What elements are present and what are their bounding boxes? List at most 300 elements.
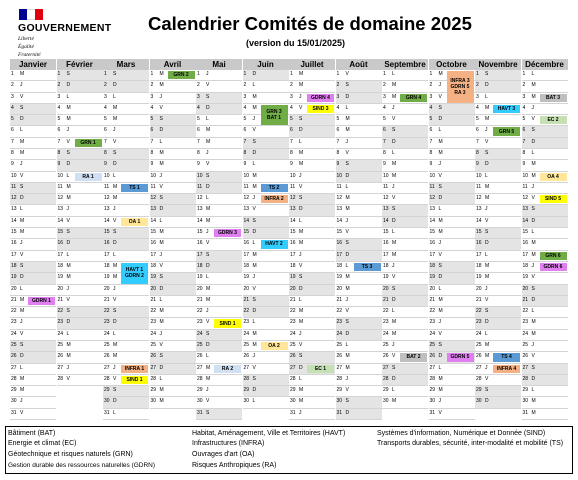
day-number: 15 xyxy=(476,229,482,236)
day-cell xyxy=(196,115,242,126)
day-cell xyxy=(289,217,335,228)
day-number: 22 xyxy=(336,308,343,315)
day-number: 12 xyxy=(522,195,529,202)
weekday-letter: S xyxy=(345,398,349,405)
day-cell xyxy=(475,352,521,363)
weekday-letter: S xyxy=(485,71,489,77)
day-number: 5 xyxy=(11,116,14,123)
day-cell xyxy=(243,352,289,363)
weekday-letter: M xyxy=(531,161,536,168)
day-number: 2 xyxy=(104,82,107,89)
day-cell xyxy=(196,183,242,194)
day-number: 10 xyxy=(336,172,343,179)
weekday-letter: S xyxy=(392,285,396,292)
day-cell xyxy=(150,341,196,352)
day-number: 27 xyxy=(243,364,250,371)
day-cell xyxy=(336,386,382,397)
weekday-letter: L xyxy=(20,364,23,371)
weekday-letter: S xyxy=(206,409,210,416)
day-number: 4 xyxy=(336,104,340,111)
day-cell xyxy=(429,239,475,250)
day-cell xyxy=(429,228,475,239)
day-number: 16 xyxy=(383,240,389,247)
day-cell xyxy=(289,81,335,92)
month-column xyxy=(196,59,242,420)
day-cell xyxy=(57,160,103,171)
day-number: 16 xyxy=(150,240,157,247)
day-cell xyxy=(10,262,56,273)
day-cell xyxy=(103,251,149,262)
day-number: 13 xyxy=(290,206,296,213)
day-number: 31 xyxy=(522,409,529,416)
day-cell xyxy=(429,375,475,386)
weekday-letter: D xyxy=(206,183,210,190)
day-cell xyxy=(382,296,428,307)
weekday-letter: D xyxy=(20,274,24,281)
weekday-letter: S xyxy=(206,172,210,179)
day-number: 6 xyxy=(104,127,107,134)
committee-event: TS 3 xyxy=(354,263,381,271)
day-cell xyxy=(336,217,382,228)
day-number: 2 xyxy=(290,82,293,89)
day-number: 18 xyxy=(104,262,110,269)
day-number: 11 xyxy=(336,183,342,190)
weekday-letter: M xyxy=(20,308,25,315)
month-name: Juillet xyxy=(289,59,335,70)
weekday-letter: M xyxy=(206,127,211,134)
day-cell xyxy=(475,115,521,126)
weekday-letter: M xyxy=(485,183,490,190)
day-number: 3 xyxy=(197,93,200,100)
weekday-letter: M xyxy=(66,353,71,360)
day-number: 14 xyxy=(522,217,529,224)
day-number: 24 xyxy=(57,330,64,337)
day-number: 26 xyxy=(11,353,17,360)
weekday-letter: M xyxy=(485,274,490,281)
weekday-letter: M xyxy=(20,138,25,145)
committee-event: GDRN 6 xyxy=(540,263,567,271)
weekday-letter: S xyxy=(531,206,535,213)
day-number: 4 xyxy=(476,104,479,111)
weekday-letter: M xyxy=(485,104,490,111)
day-number: 11 xyxy=(522,183,528,190)
day-cell xyxy=(103,307,149,318)
committee-event: HAVT 2 xyxy=(261,240,288,248)
legend-grn: Géotechnique et risques naturels (GRN) xyxy=(8,451,133,458)
weekday-letter: J xyxy=(531,262,534,269)
day-number: 23 xyxy=(476,319,482,326)
weekday-letter: L xyxy=(531,71,535,77)
weekday-letter: M xyxy=(66,183,71,190)
weekday-letter: S xyxy=(485,387,489,394)
committee-event: SIND 1 xyxy=(214,319,241,327)
committee-event: GDRN 4 xyxy=(307,94,334,102)
weekday-letter: L xyxy=(438,285,442,292)
day-number: 14 xyxy=(57,217,64,224)
day-cell xyxy=(289,183,335,194)
day-cell xyxy=(289,149,335,160)
weekday-letter: J xyxy=(66,364,69,371)
weekday-letter: S xyxy=(252,138,256,145)
day-number: 14 xyxy=(383,217,389,224)
day-cell xyxy=(196,330,242,341)
weekday-letter: M xyxy=(531,409,536,416)
day-cell xyxy=(522,183,568,194)
day-number: 8 xyxy=(104,150,107,157)
day-cell xyxy=(289,273,335,284)
weekday-letter: S xyxy=(20,262,24,269)
day-cell xyxy=(103,93,149,104)
day-cell xyxy=(475,183,521,194)
day-cell xyxy=(243,205,289,216)
weekday-letter: V xyxy=(392,195,396,202)
weekday-letter: M xyxy=(531,330,536,337)
day-number: 18 xyxy=(197,262,203,269)
weekday-letter: J xyxy=(345,296,348,303)
day-cell xyxy=(10,364,56,375)
day-cell xyxy=(522,138,568,149)
weekday-letter: M xyxy=(438,150,443,157)
day-number: 5 xyxy=(57,116,61,123)
day-number: 23 xyxy=(11,319,17,326)
committee-event: TS 4 xyxy=(493,353,520,361)
day-number: 9 xyxy=(243,161,247,168)
day-cell xyxy=(196,93,242,104)
day-cell xyxy=(522,205,568,216)
day-number: 11 xyxy=(243,183,249,190)
weekday-letter: D xyxy=(299,364,303,371)
weekday-letter: D xyxy=(113,240,117,247)
committee-event: TS 2 xyxy=(261,184,288,192)
day-cell xyxy=(150,160,196,171)
committee-event: OA 2 xyxy=(261,342,288,350)
day-cell xyxy=(57,194,103,205)
weekday-letter: M xyxy=(345,274,350,281)
weekday-letter: J xyxy=(113,285,116,292)
day-cell xyxy=(336,364,382,375)
weekday-letter: M xyxy=(66,262,71,269)
weekday-letter: M xyxy=(299,229,304,236)
day-number: 13 xyxy=(11,206,17,213)
weekday-letter: V xyxy=(438,172,442,179)
day-number: 22 xyxy=(57,308,64,315)
day-number: 15 xyxy=(336,229,343,236)
day-cell xyxy=(289,251,335,262)
weekday-letter: D xyxy=(392,217,396,224)
day-number: 3 xyxy=(57,93,61,100)
weekday-letter: M xyxy=(159,308,164,315)
day-number: 11 xyxy=(290,183,296,190)
weekday-letter: M xyxy=(159,398,164,405)
weekday-letter: D xyxy=(531,296,536,303)
day-cell xyxy=(196,307,242,318)
weekday-letter: S xyxy=(531,285,535,292)
day-number: 23 xyxy=(243,319,250,326)
weekday-letter: D xyxy=(159,127,164,134)
day-number: 28 xyxy=(383,375,389,382)
day-number: 7 xyxy=(429,138,433,145)
day-cell xyxy=(196,386,242,397)
weekday-letter: L xyxy=(345,262,349,269)
day-cell xyxy=(382,341,428,352)
day-number: 21 xyxy=(11,296,17,303)
weekday-letter: L xyxy=(66,172,70,179)
day-cell xyxy=(289,386,335,397)
day-cell xyxy=(289,205,335,216)
weekday-letter: D xyxy=(206,262,210,269)
day-cell xyxy=(289,228,335,239)
day-cell xyxy=(57,285,103,296)
day-cell xyxy=(57,205,103,216)
day-number: 13 xyxy=(57,206,64,213)
day-number: 9 xyxy=(429,161,433,168)
day-cell xyxy=(103,228,149,239)
day-cell xyxy=(475,104,521,115)
weekday-letter: V xyxy=(485,138,489,145)
day-cell xyxy=(150,251,196,262)
day-cell xyxy=(336,409,382,420)
weekday-letter: S xyxy=(113,308,117,315)
day-cell xyxy=(196,138,242,149)
day-number: 18 xyxy=(11,262,17,269)
day-number: 2 xyxy=(383,82,386,89)
day-number: 11 xyxy=(11,183,17,190)
day-cell xyxy=(382,205,428,216)
day-number: 6 xyxy=(290,127,293,134)
weekday-letter: D xyxy=(66,82,71,89)
committee-event: TS 1 xyxy=(121,184,148,192)
committee-event: GRN 1 xyxy=(75,139,102,147)
day-number: 25 xyxy=(11,341,17,348)
day-number: 12 xyxy=(243,195,250,202)
day-number: 23 xyxy=(197,319,203,326)
day-cell xyxy=(103,81,149,92)
weekday-letter: M xyxy=(438,308,443,315)
weekday-letter: L xyxy=(392,150,395,157)
day-cell xyxy=(429,409,475,420)
weekday-letter: M xyxy=(113,195,118,202)
day-number: 6 xyxy=(336,127,340,134)
day-cell xyxy=(522,70,568,81)
weekday-letter: L xyxy=(66,330,70,337)
weekday-letter: J xyxy=(20,398,23,405)
day-number: 1 xyxy=(11,71,14,77)
day-cell xyxy=(10,330,56,341)
day-cell xyxy=(243,149,289,160)
day-number: 22 xyxy=(429,308,436,315)
day-number: 4 xyxy=(383,104,386,111)
day-cell xyxy=(57,138,103,149)
day-cell xyxy=(103,205,149,216)
day-number: 8 xyxy=(197,150,200,157)
weekday-letter: M xyxy=(531,240,536,247)
weekday-letter: M xyxy=(531,319,536,326)
day-cell xyxy=(150,352,196,363)
day-number: 19 xyxy=(150,274,157,281)
day-number: 9 xyxy=(104,161,107,168)
day-number: 6 xyxy=(522,127,526,134)
day-cell xyxy=(429,364,475,375)
day-cell xyxy=(10,318,56,329)
day-number: 1 xyxy=(243,71,247,77)
weekday-letter: M xyxy=(206,285,211,292)
weekday-letter: M xyxy=(299,82,304,89)
committee-event: RA 1 xyxy=(75,173,102,181)
weekday-letter: S xyxy=(299,195,303,202)
day-cell xyxy=(10,285,56,296)
weekday-letter: M xyxy=(252,330,257,337)
day-cell xyxy=(336,262,382,273)
day-cell xyxy=(336,296,382,307)
day-cell xyxy=(10,93,56,104)
day-cell xyxy=(475,160,521,171)
weekday-letter: V xyxy=(159,183,163,190)
day-cell xyxy=(429,251,475,262)
month-name: Décembre xyxy=(522,59,568,70)
weekday-letter: L xyxy=(392,229,395,236)
weekday-letter: M xyxy=(485,353,490,360)
day-cell xyxy=(475,307,521,318)
day-number: 21 xyxy=(336,296,343,303)
day-cell xyxy=(196,228,242,239)
day-cell xyxy=(150,194,196,205)
weekday-letter: L xyxy=(531,387,535,394)
committee-event: EC 1 xyxy=(307,365,334,373)
weekday-letter: S xyxy=(531,127,535,134)
day-number: 2 xyxy=(522,82,526,89)
weekday-letter: M xyxy=(113,183,118,190)
day-number: 6 xyxy=(11,127,14,134)
day-cell xyxy=(429,273,475,284)
weekday-letter: J xyxy=(485,364,488,371)
weekday-letter: M xyxy=(159,150,164,157)
day-cell xyxy=(243,307,289,318)
day-cell xyxy=(10,352,56,363)
weekday-letter: L xyxy=(113,172,116,179)
weekday-letter: S xyxy=(20,104,24,111)
day-number: 24 xyxy=(243,330,250,337)
weekday-letter: V xyxy=(20,409,24,416)
day-number: 30 xyxy=(336,398,343,405)
committee-event: GRN 6 xyxy=(540,252,567,260)
day-number: 28 xyxy=(11,375,17,382)
weekday-letter: M xyxy=(113,262,118,269)
day-cell xyxy=(382,364,428,375)
day-cell xyxy=(475,81,521,92)
day-number: 29 xyxy=(150,387,157,394)
day-cell xyxy=(243,364,289,375)
weekday-letter: M xyxy=(206,138,211,145)
day-cell xyxy=(429,318,475,329)
day-cell xyxy=(196,205,242,216)
day-cell xyxy=(150,285,196,296)
weekday-letter: L xyxy=(113,251,116,258)
weekday-letter: M xyxy=(20,375,25,382)
day-cell xyxy=(522,285,568,296)
committee-event: GDRN 3 xyxy=(214,229,241,237)
weekday-letter: D xyxy=(345,172,350,179)
day-number: 25 xyxy=(476,341,482,348)
weekday-letter: S xyxy=(438,341,442,348)
day-number: 25 xyxy=(522,341,529,348)
day-number: 23 xyxy=(290,319,296,326)
committee-event: GRN 3 BAT 1 xyxy=(261,105,288,126)
day-cell xyxy=(196,397,242,408)
committee-event: SIND 3 xyxy=(307,105,334,113)
day-cell xyxy=(475,397,521,408)
weekday-letter: V xyxy=(485,375,489,382)
day-cell xyxy=(10,115,56,126)
day-number: 2 xyxy=(197,82,200,89)
day-cell xyxy=(103,397,149,408)
weekday-letter: J xyxy=(206,229,209,236)
day-number: 6 xyxy=(57,127,61,134)
day-cell xyxy=(382,115,428,126)
weekday-letter: D xyxy=(392,296,396,303)
day-number: 14 xyxy=(11,217,17,224)
day-cell xyxy=(10,160,56,171)
day-number: 28 xyxy=(336,375,343,382)
committee-event: GRN 2 xyxy=(168,71,195,79)
day-number: 20 xyxy=(243,285,250,292)
day-cell xyxy=(475,285,521,296)
day-cell xyxy=(475,126,521,137)
day-number: 17 xyxy=(290,251,296,258)
day-cell xyxy=(522,352,568,363)
day-number: 7 xyxy=(336,138,340,145)
day-number: 8 xyxy=(57,150,61,157)
day-cell xyxy=(196,285,242,296)
weekday-letter: D xyxy=(113,82,117,89)
legend xyxy=(5,426,573,474)
day-cell xyxy=(382,318,428,329)
day-cell xyxy=(289,341,335,352)
day-number: 30 xyxy=(243,398,250,405)
day-number: 3 xyxy=(104,93,107,100)
day-cell xyxy=(336,273,382,284)
day-number: 24 xyxy=(104,330,110,337)
day-cell xyxy=(196,262,242,273)
day-number: 4 xyxy=(104,104,107,111)
day-cell xyxy=(150,183,196,194)
day-number: 13 xyxy=(104,206,110,213)
committee-event: INFRA 1 xyxy=(121,365,148,373)
weekday-letter: V xyxy=(438,409,442,416)
weekday-letter: M xyxy=(299,150,304,157)
committee-event: BAT 2 xyxy=(400,353,427,361)
day-cell xyxy=(382,352,428,363)
weekday-letter: D xyxy=(113,319,117,326)
day-number: 6 xyxy=(429,127,433,134)
weekday-letter: M xyxy=(206,375,211,382)
day-cell xyxy=(336,115,382,126)
month-name: Mars xyxy=(103,59,149,70)
weekday-letter: M xyxy=(392,172,397,179)
day-number: 13 xyxy=(476,206,482,213)
weekday-letter: V xyxy=(392,353,396,360)
day-cell xyxy=(336,330,382,341)
day-number: 21 xyxy=(476,296,482,303)
day-number: 17 xyxy=(476,251,482,258)
day-number: 3 xyxy=(290,93,293,100)
day-number: 22 xyxy=(243,308,250,315)
day-cell xyxy=(57,149,103,160)
day-cell xyxy=(382,126,428,137)
day-number: 19 xyxy=(336,274,343,281)
day-number: 19 xyxy=(383,274,389,281)
day-number: 19 xyxy=(429,274,436,281)
weekday-letter: V xyxy=(345,387,349,394)
